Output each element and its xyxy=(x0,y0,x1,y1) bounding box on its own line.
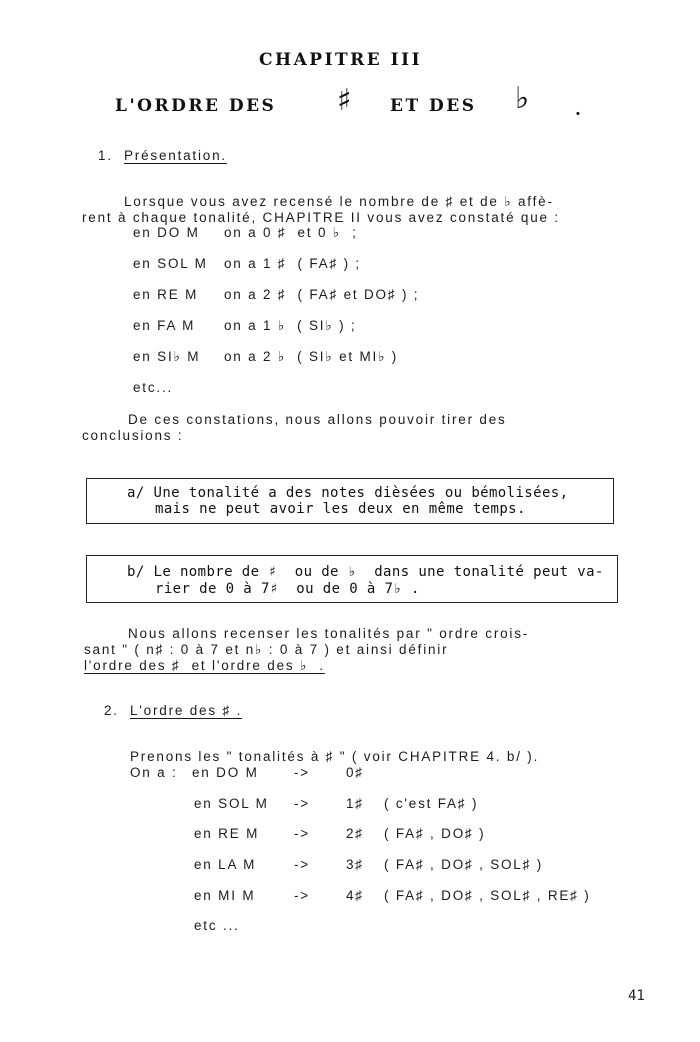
example-key: en DO M xyxy=(133,225,200,240)
example-key: en SI♭ M xyxy=(133,349,201,364)
table-arrow: -> xyxy=(294,857,310,872)
section1-number: 1. xyxy=(98,148,113,163)
table-notes: ( FA♯ , DO♯ ) xyxy=(384,826,486,841)
sharp-symbol-icon: ♯ xyxy=(337,83,352,118)
intro-line-2: rent à chaque tonalité, CHAPITRE II vous avez constaté que : xyxy=(82,210,560,225)
example-text: on a 1 ♯ ( FA♯ ) ; xyxy=(224,256,361,271)
intro-line-1: Lorsque vous avez recensé le nombre de ♯ et de ♭ affè- xyxy=(124,194,554,209)
example-key: en RE M xyxy=(133,287,199,302)
census-line-1: Nous allons recenser les tonalités par " ordre crois- xyxy=(128,626,530,641)
example-key: en FA M xyxy=(133,318,196,333)
section2-number: 2. xyxy=(104,703,119,718)
table-arrow: -> xyxy=(294,888,310,903)
table-notes: ( FA♯ , DO♯ , SOL♯ ) xyxy=(384,857,544,872)
example-text: on a 2 ♯ ( FA♯ et DO♯ ) ; xyxy=(224,287,420,302)
main-title-end: . xyxy=(575,100,584,120)
table-key: en MI M xyxy=(194,888,256,903)
table-count: 3♯ xyxy=(346,857,364,872)
table-count: 4♯ xyxy=(346,888,364,903)
census-line-2: sant " ( n♯ : 0 à 7 et n♭ : 0 à 7 ) et ainsi définir xyxy=(84,642,449,657)
example-text: on a 1 ♭ ( SI♭ ) ; xyxy=(224,318,357,333)
box-b-line-2: rier de 0 à 7♯ ou de 0 à 7♭ . xyxy=(155,581,420,597)
table-notes: ( FA♯ , DO♯ , SOL♯ , RE♯ ) xyxy=(384,888,591,903)
table-count: 1♯ xyxy=(346,796,364,811)
chapter-title: CHAPITRE III xyxy=(259,50,423,70)
example-key: en SOL M xyxy=(133,256,208,271)
table-key: en SOL M xyxy=(194,796,269,811)
main-title-part2: ET DES xyxy=(390,96,477,116)
example-text: on a 2 ♭ ( SI♭ et MI♭ ) xyxy=(224,349,399,364)
table-prefix: On a : xyxy=(130,765,178,780)
table-count: 2♯ xyxy=(346,826,364,841)
table-key: en DO M xyxy=(192,765,259,780)
flat-symbol-icon: ♭ xyxy=(515,81,530,116)
conclusion-line-2: conclusions : xyxy=(82,428,184,443)
rule-box-b xyxy=(86,555,618,603)
main-title-part1: L'ORDRE DES xyxy=(115,96,277,116)
etc-1: etc... xyxy=(133,380,174,395)
section1-heading: Présentation. xyxy=(124,148,227,163)
table-notes: ( c'est FA♯ ) xyxy=(384,796,479,811)
box-a-line-2: mais ne peut avoir les deux en même temps. xyxy=(155,501,526,517)
conclusion-line-1: De ces constations, nous allons pouvoir tirer des xyxy=(128,412,507,427)
page-number: 41 xyxy=(628,988,645,1004)
table-arrow: -> xyxy=(294,765,310,780)
table-arrow: -> xyxy=(294,826,310,841)
box-a-line-1: a/ Une tonalité a des notes dièsées ou bémolisées, xyxy=(127,485,569,501)
section2-heading: L'ordre des ♯ . xyxy=(130,703,243,718)
table-arrow: -> xyxy=(294,796,310,811)
etc-2: etc ... xyxy=(194,918,240,933)
table-key: en RE M xyxy=(194,826,260,841)
table-key: en LA M xyxy=(194,857,257,872)
table-count: 0♯ xyxy=(346,765,364,780)
prenons-line: Prenons les " tonalités à ♯ " ( voir CHAPITRE 4. b/ ). xyxy=(130,749,540,764)
rule-box-a xyxy=(86,478,614,524)
census-line-3: l'ordre des ♯ et l'ordre des ♭ . xyxy=(84,658,325,673)
box-b-line-1: b/ Le nombre de ♯ ou de ♭ dans une tonalité peut va- xyxy=(127,564,604,580)
example-text: on a 0 ♯ et 0 ♭ ; xyxy=(224,225,358,240)
